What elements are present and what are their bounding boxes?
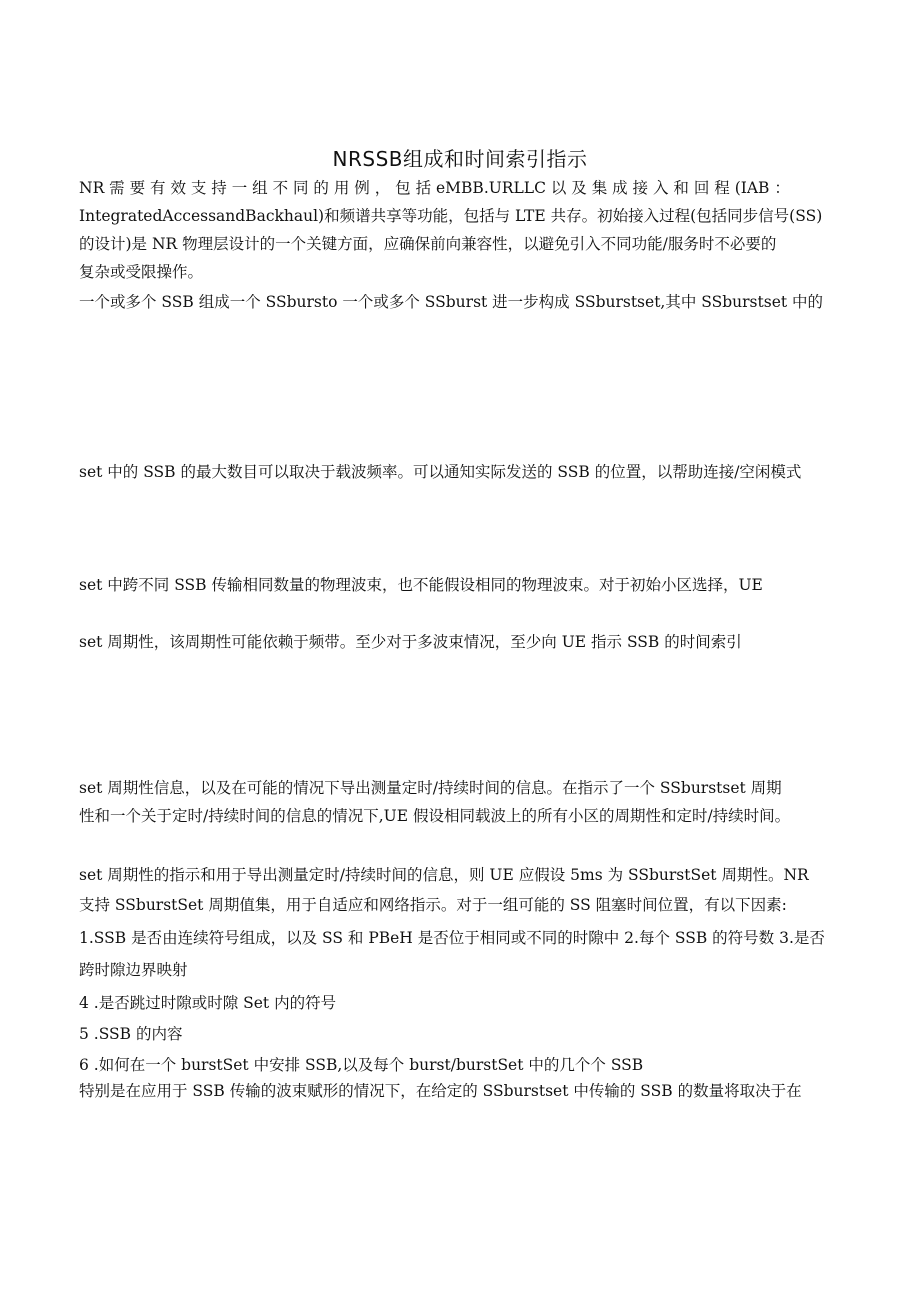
list-item: 5 .SSB 的内容 (79, 1025, 183, 1043)
text-line: 跨时隙边界映射 (79, 961, 188, 979)
list-item: 4 .是否跳过时隙或时隙 Set 内的符号 (79, 994, 337, 1012)
text-line: 一个或多个 SSB 组成一个 SSbursto 一个或多个 SSburst 进一步构成 SSburstset,其中 SSburstset 中的 (79, 293, 824, 311)
text-line: 1.SSB 是否由连续符号组成，以及 SS 和 PBeH 是否位于相同或不同的时隙中 2.每个 SSB 的符号数 3.是否 (79, 929, 825, 947)
text-line: NR 需 要 有 效 支 持 一 组 不 同 的 用 例 ， 包 括 eMBB.URLLC 以 及 集 成 接 入 和 回 程 (IAB ： (79, 179, 790, 197)
text-line: 的设计)是 NR 物理层设计的一个关键方面，应确保前向兼容性，以避免引入不同功能/服务时不必要的 (79, 235, 777, 253)
text-line: set 周期性的指示和用于导出测量定时/持续时间的信息，则 UE 应假设 5ms 为 SSburstSet 周期性。NR (79, 866, 809, 884)
text-line: IntegratedAccessandBackhaul)和频谱共享等功能，包括与 LTE 共存。初始接入过程(包括同步信号(SS) (79, 207, 823, 225)
text-line: 特别是在应用于 SSB 传输的波束赋形的情况下，在给定的 SSburstset 中传输的 SSB 的数量将取决于在 (79, 1082, 802, 1100)
text-line: set 中跨不同 SSB 传输相同数量的物理波束，也不能假设相同的物理波束。对于初始小区选择，UE (79, 576, 763, 594)
document-title: NRSSB组成和时间索引指示 (332, 147, 588, 171)
text-line: 性和一个关于定时/持续时间的信息的情况下,UE 假设相同载波上的所有小区的周期性和定时/持续时间。 (79, 807, 791, 825)
text-line: 支持 SSburstSet 周期值集，用于自适应和网络指示。对于一组可能的 SS 阻塞时间位置，有以下因素: (79, 896, 787, 914)
list-item: 6 .如何在一个 burstSet 中安排 SSB,以及每个 burst/burstSet 中的几个个 SSB (79, 1056, 644, 1074)
text-line: 复杂或受限操作。 (79, 263, 204, 281)
text-line: set 周期性信息，以及在可能的情况下导出测量定时/持续时间的信息。在指示了一个 SSburstset 周期 (79, 779, 782, 797)
text-line: set 中的 SSB 的最大数目可以取决于载波频率。可以通知实际发送的 SSB 的位置，以帮助连接/空闲模式 (79, 463, 802, 481)
text-line: set 周期性，该周期性可能依赖于频带。至少对于多波束情况，至少向 UE 指示 SSB 的时间索引 (79, 633, 742, 651)
